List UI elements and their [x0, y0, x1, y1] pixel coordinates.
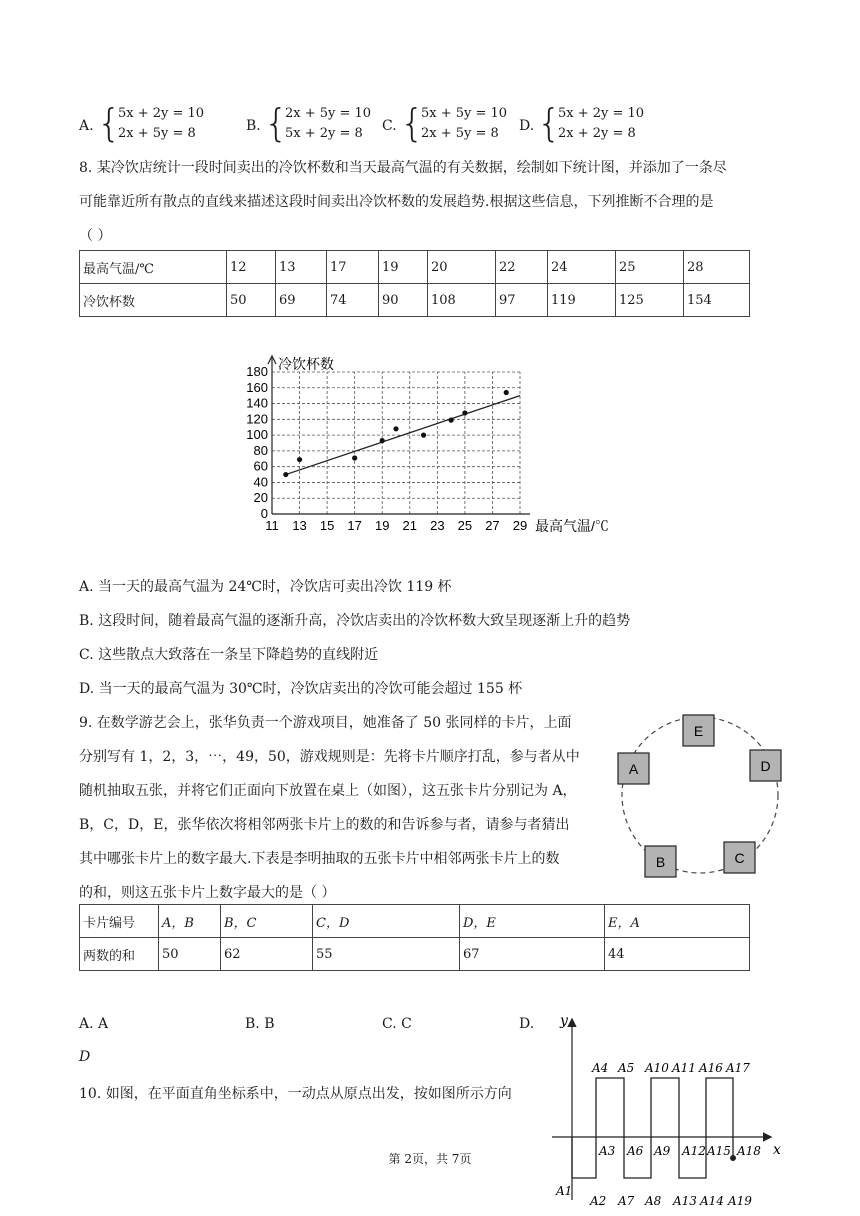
y-axis-label: y: [560, 1013, 568, 1029]
card-c: [724, 842, 755, 873]
q9-stem-line4: B，C，D，E，张华依次将相邻两张卡片上的数的和告诉参与者，请参与者猜出: [79, 817, 570, 833]
table-cell: 19: [379, 251, 428, 284]
chart-grid: [272, 372, 520, 514]
table-cell: 97: [496, 284, 548, 317]
y-tick-label: 180: [246, 364, 268, 379]
card-a: [618, 753, 649, 784]
data-point: [421, 433, 426, 438]
q9-option-c: C. C: [382, 1016, 412, 1032]
card-circle-diagram: [610, 708, 790, 880]
q8-option-a: A. 当一天的最高气温为 24℃时，冷饮店可卖出冷饮 119 杯: [79, 579, 452, 595]
q8-stem-line1: 8. 某冷饮店统计一段时间卖出的冷饮杯数和当天最高气温的有关数据，绘制如下统计图，并添加了一条尽: [79, 160, 727, 176]
y-tick-label: 40: [253, 474, 268, 490]
chart-ylabel: 冷饮杯数: [278, 356, 334, 372]
q9-stem-line6: 的和，则这五张卡片上数字最大的是（ ）: [79, 885, 336, 901]
table-cell: 22: [496, 251, 548, 284]
card-b: [645, 846, 676, 877]
y-tick-label: 20: [253, 490, 268, 506]
table-cell: 25: [616, 251, 684, 284]
data-point: [380, 438, 385, 443]
chart-ticks: [246, 364, 527, 533]
q7-option-d-brace: {: [537, 101, 562, 145]
x-tick-label: 19: [374, 518, 390, 533]
table-cell: 62: [221, 938, 313, 971]
table-cell: 50: [227, 284, 276, 317]
y-tick-label: 60: [253, 458, 268, 474]
q7-option-c-eq1: 5x + 5y = 10: [421, 106, 508, 121]
table-cell: C，D: [313, 905, 460, 938]
table-cell: 24: [548, 251, 616, 284]
data-point: [283, 472, 288, 477]
card-b-label: B: [655, 854, 666, 870]
x-tick-label: 23: [430, 518, 445, 533]
x-tick-label: 13: [292, 518, 307, 533]
table-cell: 69: [276, 284, 327, 317]
q7-option-b-eq1: 2x + 5y = 10: [285, 106, 372, 121]
q7-option-a-eq2: 2x + 5y = 8: [118, 126, 196, 141]
card-c-label: C: [734, 850, 745, 866]
card-a-label: A: [628, 761, 639, 777]
q10-stem-line1: 10. 如图，在平面直角坐标系中，一动点从原点出发，按如图所示方向: [79, 1086, 512, 1102]
q7-option-c-eq2: 2x + 5y = 8: [421, 126, 499, 141]
card-e: [683, 715, 714, 746]
q9-option-b: B. B: [245, 1016, 275, 1032]
q7-option-b-eq2: 5x + 2y = 8: [285, 126, 363, 141]
label-a18: A18: [737, 1144, 761, 1158]
chart-xlabel: 最高气温/℃: [535, 518, 609, 534]
x-axis-label: x: [773, 1142, 781, 1158]
table-cell: 17: [327, 251, 379, 284]
table-cell: 冷饮杯数: [80, 284, 227, 317]
label-a4: A4: [592, 1061, 609, 1075]
q8-stem-line2: 可能靠近所有散点的直线来描述这段时间卖出冷饮杯数的发展趋势.根据这些信息，下列推断不合理的是: [79, 194, 714, 210]
label-a8: A8: [645, 1194, 662, 1208]
table-cell: 154: [684, 284, 750, 317]
q10-coordinate-diagram: [548, 1008, 784, 1208]
q8-stem-line3: （ ）: [79, 228, 112, 244]
y-tick-label: 120: [246, 411, 268, 427]
table-cell: A，B: [159, 905, 221, 938]
q8-data-table: [79, 250, 750, 317]
table-cell: 两数的和: [80, 938, 159, 971]
label-a1: A1: [556, 1184, 573, 1198]
label-a9: A9: [654, 1144, 671, 1158]
card-d: [750, 750, 781, 781]
label-a7: A7: [618, 1194, 635, 1208]
data-point: [297, 457, 302, 462]
data-point: [352, 455, 357, 460]
label-a14: A14: [700, 1194, 724, 1208]
q7-option-c-brace: {: [400, 101, 425, 145]
data-point: [449, 418, 454, 423]
table-row: [80, 938, 750, 971]
y-tick-label: 80: [253, 442, 268, 458]
q9-stem-line1: 9. 在数学游艺会上，张华负责一个游戏项目，她准备了 50 张同样的卡片，上面: [79, 715, 572, 731]
data-point: [504, 390, 509, 395]
table-cell: 13: [276, 251, 327, 284]
table-cell: D，E: [460, 905, 605, 938]
x-tick-label: 27: [485, 518, 500, 533]
q8-option-b: B. 这段时间，随着最高气温的逐渐升高，冷饮店卖出的冷饮杯数大致呈现逐渐上升的趋势: [79, 613, 631, 629]
scatter-chart: [230, 348, 630, 538]
q7-option-d-eq2: 2x + 2y = 8: [558, 126, 636, 141]
y-tick-label: 0: [260, 506, 268, 521]
table-row: [80, 284, 750, 317]
q7-option-a-eq1: 5x + 2y = 10: [118, 106, 205, 121]
x-tick-label: 21: [402, 518, 418, 533]
q7-option-a-brace: {: [97, 101, 122, 145]
x-tick-label: 25: [457, 518, 473, 533]
q9-stem-line2: 分别写有 1，2，3，⋯，49，50，游戏规则是：先将卡片顺序打乱，参与者从中: [79, 749, 580, 765]
label-a11: A11: [672, 1061, 696, 1075]
q9-sum-table: [79, 904, 750, 971]
table-cell: 20: [428, 251, 496, 284]
y-tick-label: 140: [246, 395, 268, 411]
q9-option-a: A. A: [79, 1016, 109, 1032]
label-a19: A19: [728, 1194, 752, 1208]
x-tick-label: 15: [319, 518, 335, 533]
table-cell: 50: [159, 938, 221, 971]
q9-stem-line3: 随机抽取五张，并将它们正面向下放置在桌上（如图），这五张卡片分别记为 A，: [79, 783, 577, 799]
table-cell: 55: [313, 938, 460, 971]
data-point: [393, 426, 398, 431]
table-cell: E，A: [605, 905, 750, 938]
table-cell: 119: [548, 284, 616, 317]
label-a12: A12: [682, 1144, 706, 1158]
label-a5: A5: [618, 1061, 635, 1075]
label-a16: A16: [699, 1061, 723, 1075]
label-a13: A13: [673, 1194, 697, 1208]
card-e-label: E: [693, 723, 704, 739]
label-a3: A3: [599, 1144, 616, 1158]
y-tick-label: 100: [246, 427, 268, 443]
table-cell: 67: [460, 938, 605, 971]
q9-option-d: D.: [519, 1016, 535, 1032]
label-a15: A15: [707, 1144, 731, 1158]
q7-option-a-letter: A.: [79, 118, 94, 134]
card-d-label: D: [760, 758, 771, 774]
table-cell: 108: [428, 284, 496, 317]
q8-option-d: D. 当一天的最高气温为 30℃时，冷饮店卖出的冷饮可能会超过 155 杯: [79, 681, 523, 697]
x-tick-label: 29: [512, 518, 528, 533]
table-row: [80, 905, 750, 938]
label-a10: A10: [645, 1061, 669, 1075]
label-a2: A2: [590, 1194, 607, 1208]
data-point: [462, 410, 467, 415]
q7-option-b-letter: B.: [246, 118, 261, 134]
label-a17: A17: [726, 1061, 750, 1075]
label-a6: A6: [627, 1144, 644, 1158]
table-cell: 卡片编号: [80, 905, 159, 938]
q7-option-d-letter: D.: [519, 118, 535, 134]
q7-option-d-eq1: 5x + 2y = 10: [558, 106, 645, 121]
table-cell: 74: [327, 284, 379, 317]
x-tick-label: 11: [265, 518, 279, 533]
q8-option-c: C. 这些散点大致落在一条呈下降趋势的直线附近: [79, 647, 379, 663]
x-tick-label: 17: [347, 518, 362, 533]
y-tick-label: 160: [246, 379, 268, 395]
table-cell: 90: [379, 284, 428, 317]
table-cell: B，C: [221, 905, 313, 938]
table-cell: 28: [684, 251, 750, 284]
table-cell: 125: [616, 284, 684, 317]
q9-stem-line5: 其中哪张卡片上的数字最大.下表是李明抽取的五张卡片中相邻两张卡片上的数: [79, 851, 560, 867]
table-row: [80, 251, 750, 284]
q7-option-b-brace: {: [264, 101, 289, 145]
q7-option-c-letter: C.: [382, 118, 397, 134]
page-footer: 第 2页，共 7页: [388, 1152, 472, 1166]
table-cell: 最高气温/℃: [80, 251, 227, 284]
table-cell: 44: [605, 938, 750, 971]
table-cell: 12: [227, 251, 276, 284]
q9-option-d-value: D: [79, 1049, 91, 1065]
